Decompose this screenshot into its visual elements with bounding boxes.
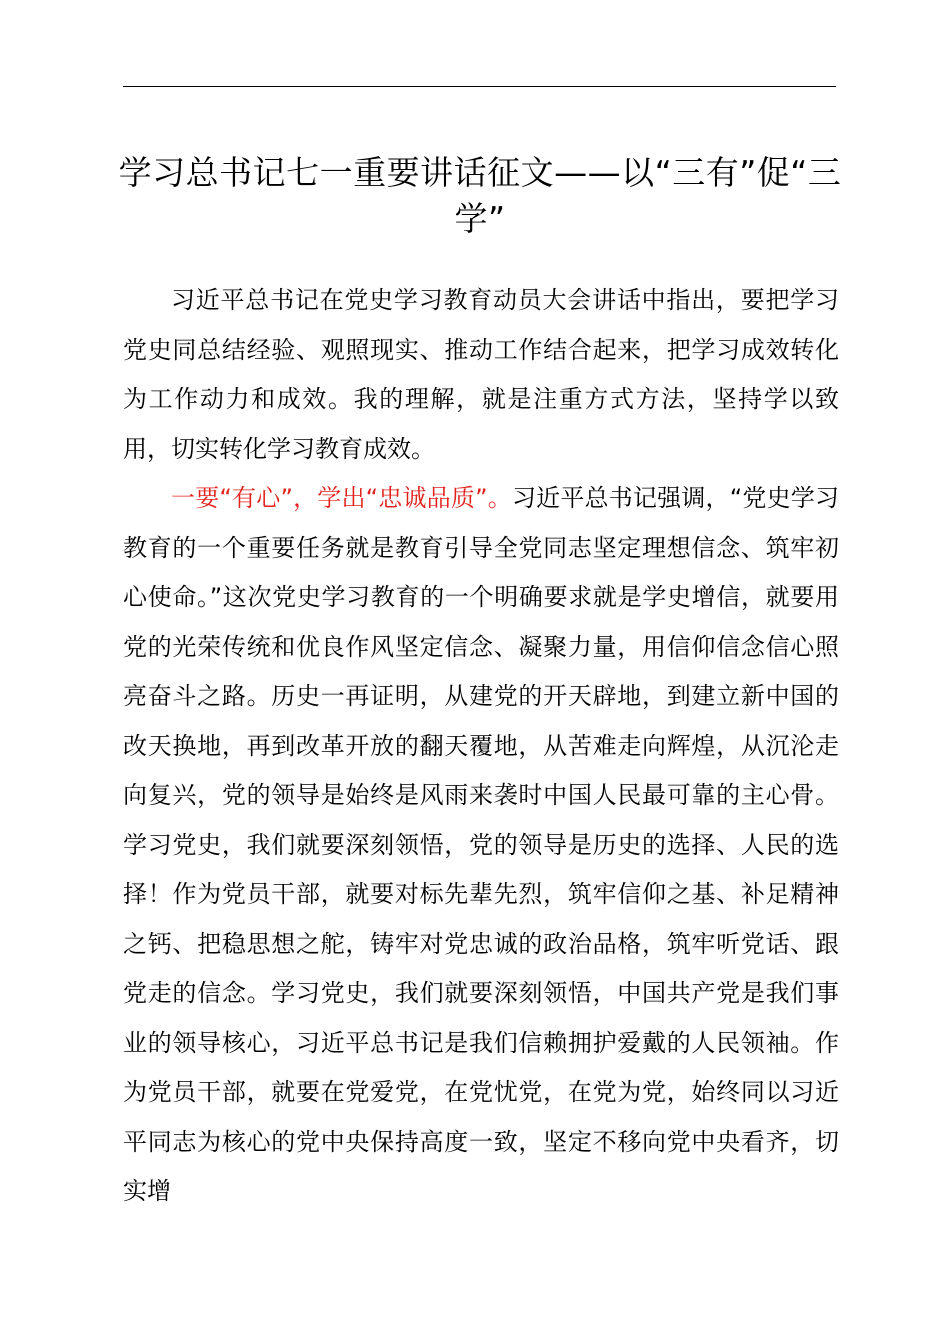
document-title: 学习总书记七一重要讲话征文——以“三有”促“三学” [118,153,842,238]
header-rule [123,86,836,87]
document-body [123,276,839,1217]
paragraph-lead: 一要“有心”，学出“忠诚品质”。 [171,484,512,512]
paragraph-point-one [123,474,839,1217]
paragraph-text: 习近平总书记在党史学习教育动员大会讲话中指出，要把学习党史同总结经验、观照现实、推动工作结合起来，把学习成效转化为工作动力和成效。我的理解，就是注重方式方法，坚持学以致用，切实转化学习教育成效。 [123,286,839,463]
paragraph-intro [123,276,839,474]
paragraph-text: 习近平总书记强调，“党史学习教育的一个重要任务就是教育引导全党同志坚定理想信念、筑牢初心使命。”这次党史学习教育的一个明确要求就是学史增信，就要用党的光荣传统和优良作风坚定信念、凝聚力量，用信仰信念信心照亮奋斗之路。历史一再证明，从建党的开天辟地，到建立新中国的改天换地，再到改革开放的翻天覆地，从苦难走向辉煌，从沉沦走向复兴，党的领导是始终是风雨来袭时中国人民最可靠的主心骨。学习党史，我们就要深刻领悟，党的领导是历史的选择、人民的选择！作为党员干部，就要对标先辈先烈，筑牢信仰之基、补足精神之钙、把稳思想之舵，铸牢对党忠诚的政治品格，筑牢听党话、跟党走的信念。学习党史，我们就要深刻领悟，中国共产党是我们事业的领导核心，习近平总书记是我们信赖拥护爱戴的人民领袖。作为党员干部，就要在党爱党，在党忧党，在党为党，始终同以习近平同志为核心的党中央保持高度一致，坚定不移向党中央看齐，切实增 [123,484,839,1205]
